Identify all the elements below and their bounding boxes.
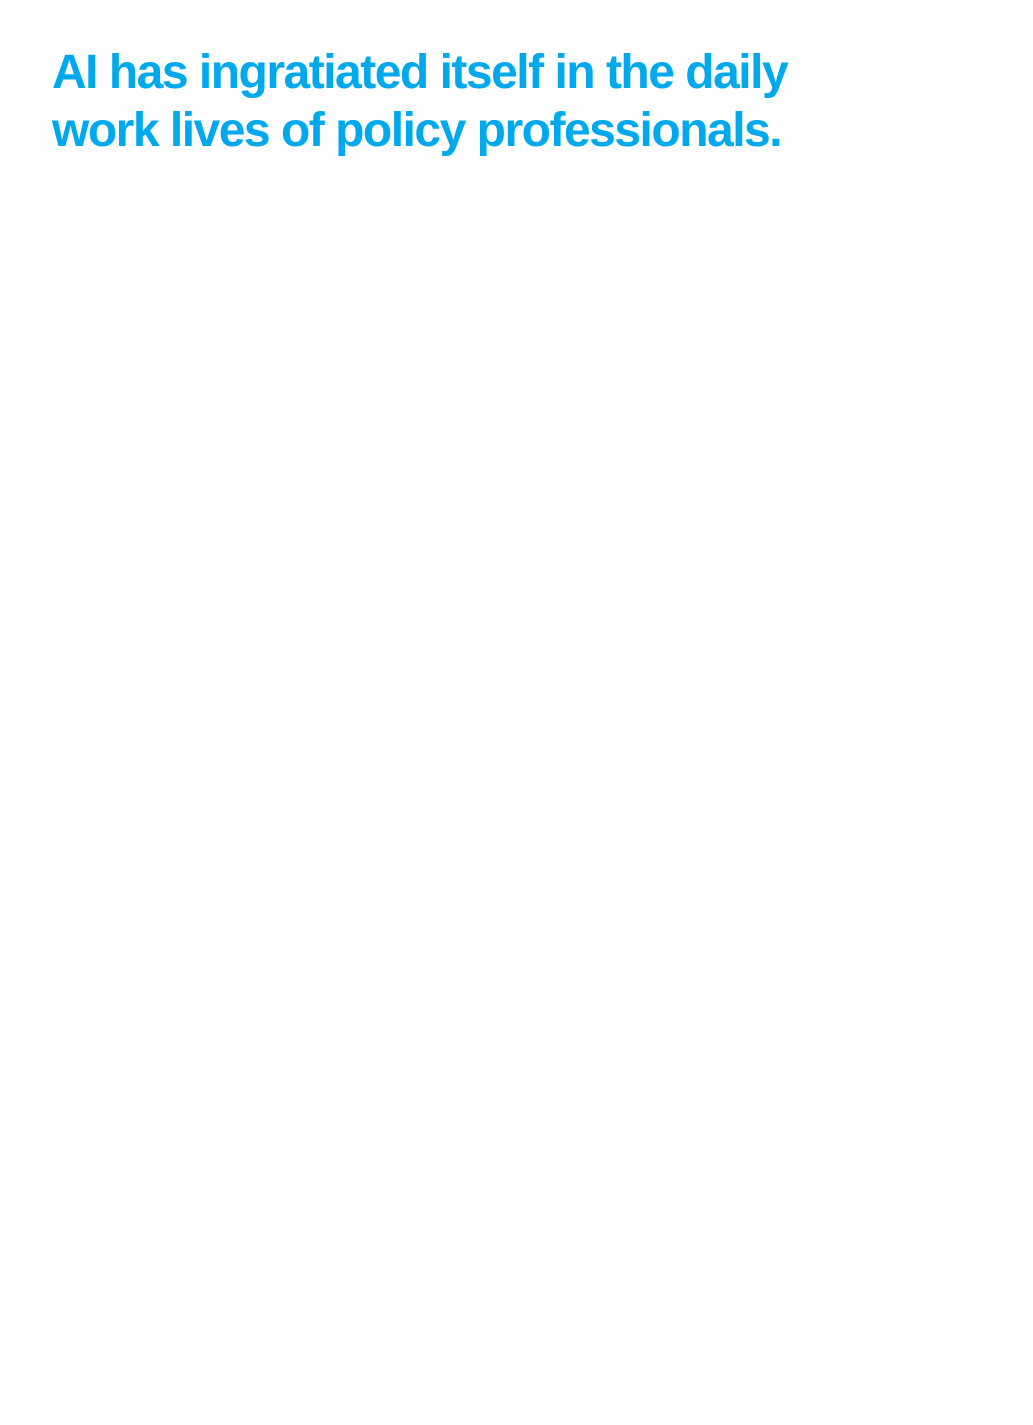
headline-line-1: AI has ingratiated itself in the daily [52,46,788,99]
page-headline [52,44,932,160]
headline-line-2: work lives of policy professionals. [52,104,782,157]
